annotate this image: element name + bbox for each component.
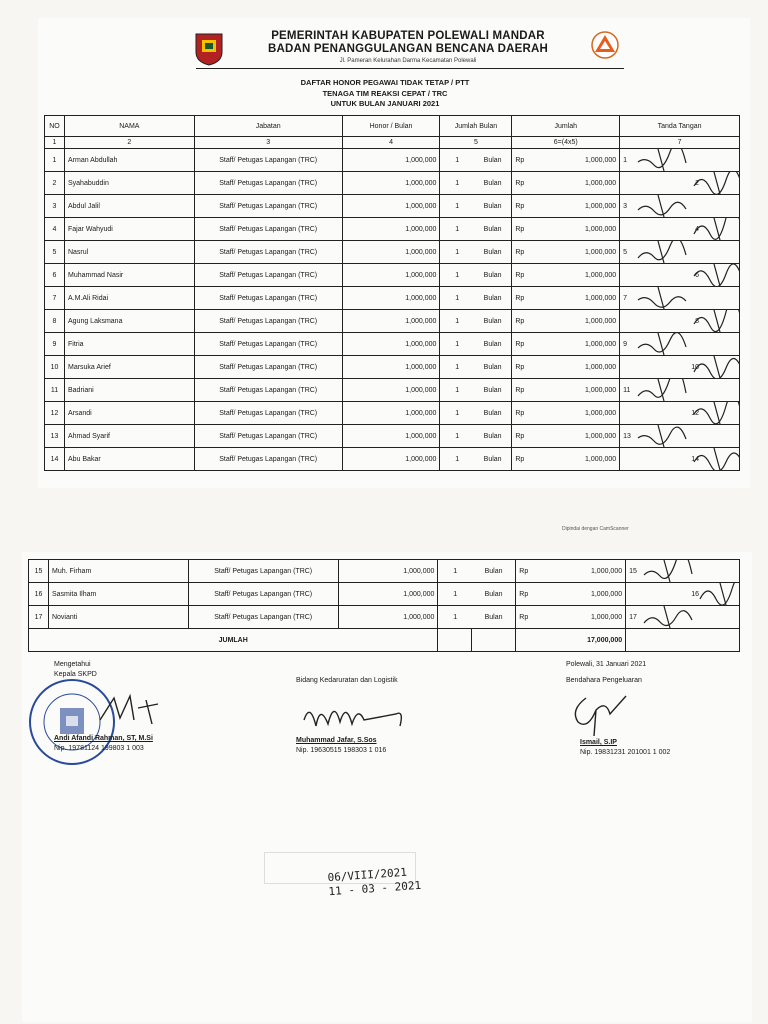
- table-row: [29, 560, 740, 583]
- row-nama: Nasrul: [64, 241, 194, 264]
- row-rp: Rp: [512, 356, 528, 379]
- row-bulan: 1: [440, 333, 474, 356]
- row-satuan: Bulan: [474, 287, 512, 310]
- row-jumlah: 1,000,000: [528, 333, 620, 356]
- row-tanda-tangan: [620, 172, 740, 195]
- row-tanda-tangan: [620, 218, 740, 241]
- handwritten-line1: 06/VIII/2021: [327, 865, 408, 885]
- row-no: 13: [45, 425, 65, 448]
- row-nama: Abdul Jalil: [64, 195, 194, 218]
- row-tanda-tangan: [626, 560, 740, 583]
- row-tanda-tangan: [620, 195, 740, 218]
- row-jumlah: 1,000,000: [528, 172, 620, 195]
- table-header-row: [45, 116, 740, 137]
- row-jumlah: 1,000,000: [528, 287, 620, 310]
- signature-number: 17: [629, 613, 637, 621]
- row-nama: Fajar Wahyudi: [64, 218, 194, 241]
- row-honor: 1,000,000: [342, 195, 440, 218]
- row-tanda-tangan: [620, 310, 740, 333]
- signature-number: 5: [623, 248, 628, 256]
- honor-table-continued: [28, 559, 740, 652]
- row-nama: Marsuka Arief: [64, 356, 194, 379]
- row-satuan: Bulan: [472, 606, 516, 629]
- row-tanda-tangan: [620, 379, 740, 402]
- total-row: [29, 629, 740, 652]
- row-satuan: Bulan: [474, 195, 512, 218]
- signature-scrawl-icon: [640, 606, 700, 629]
- row-no: 5: [45, 241, 65, 264]
- row-jabatan: Staff/ Petugas Lapangan (TRC): [188, 583, 338, 606]
- signature-scrawl-icon: [634, 425, 694, 448]
- row-jumlah: 1,000,000: [528, 241, 620, 264]
- row-tanda-tangan: [620, 425, 740, 448]
- row-satuan: Bulan: [472, 583, 516, 606]
- row-honor: 1,000,000: [342, 287, 440, 310]
- row-jumlah: 1,000,000: [536, 606, 626, 629]
- total-label: JUMLAH: [29, 629, 438, 652]
- row-rp: Rp: [512, 333, 528, 356]
- total-empty-2: [472, 629, 516, 652]
- signature-number: 3: [623, 202, 628, 210]
- row-satuan: Bulan: [474, 149, 512, 172]
- row-honor: 1,000,000: [342, 241, 440, 264]
- row-bulan: 1: [440, 218, 474, 241]
- row-honor: 1,000,000: [342, 356, 440, 379]
- row-jabatan: Staff/ Petugas Lapangan (TRC): [188, 606, 338, 629]
- row-jabatan: Staff/ Petugas Lapangan (TRC): [194, 448, 342, 471]
- table-body-continued: [29, 560, 740, 629]
- signature-scrawl-icon: [690, 310, 739, 333]
- signer-right-line1: Bendahara Pengeluaran: [566, 677, 642, 684]
- row-satuan: Bulan: [474, 310, 512, 333]
- row-honor: 1,000,000: [342, 333, 440, 356]
- colnum-3: 3: [194, 137, 342, 149]
- row-satuan: Bulan: [474, 241, 512, 264]
- row-no: 14: [45, 448, 65, 471]
- row-no: 6: [45, 264, 65, 287]
- row-satuan: Bulan: [474, 402, 512, 425]
- row-no: 10: [45, 356, 65, 379]
- row-bulan: 1: [440, 356, 474, 379]
- colnum-7: 7: [620, 137, 740, 149]
- row-rp: Rp: [512, 310, 528, 333]
- table-row: [45, 448, 740, 471]
- row-no: 12: [45, 402, 65, 425]
- header-jumlah: Jumlah: [512, 116, 620, 137]
- row-bulan: 1: [440, 402, 474, 425]
- header-jabatan: Jabatan: [194, 116, 342, 137]
- row-honor: 1,000,000: [342, 172, 440, 195]
- row-rp: Rp: [512, 379, 528, 402]
- signature-number: 7: [623, 294, 628, 302]
- signature-number: 14: [691, 455, 699, 463]
- header-jumlah-bulan: Jumlah Bulan: [440, 116, 512, 137]
- row-nama: Ahmad Syarif: [64, 425, 194, 448]
- table-row: [45, 264, 740, 287]
- row-tanda-tangan: [620, 448, 740, 471]
- regency-emblem-icon: [194, 32, 224, 66]
- row-bulan: 1: [440, 264, 474, 287]
- row-nama: Sasmita Ilham: [48, 583, 188, 606]
- row-honor: 1,000,000: [342, 379, 440, 402]
- signature-scrawl-icon: [634, 149, 694, 172]
- signature-number: 15: [629, 567, 637, 575]
- table-body: [45, 149, 740, 471]
- row-no: 9: [45, 333, 65, 356]
- row-satuan: Bulan: [474, 172, 512, 195]
- row-jabatan: Staff/ Petugas Lapangan (TRC): [194, 310, 342, 333]
- colnum-1: 1: [45, 137, 65, 149]
- signature-left-icon: [96, 690, 166, 730]
- table-row: [45, 402, 740, 425]
- row-nama: A.M.Ali Ridai: [64, 287, 194, 310]
- row-jabatan: Staff/ Petugas Lapangan (TRC): [194, 333, 342, 356]
- total-value: 17,000,000: [516, 629, 626, 652]
- row-bulan: 1: [440, 287, 474, 310]
- row-bulan: 1: [438, 583, 472, 606]
- row-honor: 1,000,000: [342, 448, 440, 471]
- header-tanda-tangan: Tanda Tangan: [620, 116, 740, 137]
- row-rp: Rp: [512, 218, 528, 241]
- row-jabatan: Staff/ Petugas Lapangan (TRC): [194, 264, 342, 287]
- row-satuan: Bulan: [474, 425, 512, 448]
- signer-left-identity: [54, 734, 153, 754]
- signer-left-line2: Kepala SKPD: [54, 671, 97, 678]
- header-no: NO: [45, 116, 65, 137]
- row-no: 11: [45, 379, 65, 402]
- signature-scrawl-icon: [634, 333, 694, 356]
- row-no: 16: [29, 583, 49, 606]
- row-nama: Arman Abdullah: [64, 149, 194, 172]
- row-bulan: 1: [440, 241, 474, 264]
- row-honor: 1,000,000: [338, 606, 438, 629]
- row-no: 3: [45, 195, 65, 218]
- signature-number: 6: [695, 271, 699, 279]
- row-rp: Rp: [512, 264, 528, 287]
- row-jumlah: 1,000,000: [528, 402, 620, 425]
- row-satuan: Bulan: [474, 448, 512, 471]
- letterhead-rule: [196, 68, 624, 69]
- letterhead-line2: BADAN PENANGGULANGAN BENCANA DAERAH: [267, 43, 549, 55]
- signature-number: 8: [695, 317, 699, 325]
- signature-scrawl-icon: [690, 218, 739, 241]
- row-honor: 1,000,000: [342, 149, 440, 172]
- scanner-note: Dipindai dengan CamScanner: [562, 526, 629, 532]
- row-jumlah: 1,000,000: [536, 560, 626, 583]
- row-tanda-tangan: [620, 402, 740, 425]
- signature-scrawl-icon: [634, 379, 694, 402]
- honor-table: [44, 115, 740, 471]
- title-line2: TENAGA TIM REAKSI CEPAT / TRC: [322, 88, 448, 98]
- row-rp: Rp: [512, 287, 528, 310]
- column-number-row: [45, 137, 740, 149]
- row-jumlah: 1,000,000: [528, 448, 620, 471]
- row-jumlah: 1,000,000: [528, 149, 620, 172]
- row-satuan: Bulan: [474, 218, 512, 241]
- signer-left-name: Andi Afandi Rahman, ST, M.Si: [54, 735, 153, 742]
- signer-middle-line1: Bidang Kedaruratan dan Logistik: [296, 677, 398, 684]
- row-satuan: Bulan: [472, 560, 516, 583]
- signature-middle-icon: [300, 696, 410, 736]
- table-row: [45, 241, 740, 264]
- row-no: 2: [45, 172, 65, 195]
- signature-number: 2: [695, 179, 699, 187]
- signature-scrawl-icon: [690, 172, 739, 195]
- table-row: [29, 583, 740, 606]
- row-rp: Rp: [512, 241, 528, 264]
- signer-middle-identity: [296, 736, 386, 756]
- signature-right-icon: [566, 690, 636, 738]
- signature-scrawl-icon: [696, 583, 739, 606]
- row-nama: Badriani: [64, 379, 194, 402]
- row-tanda-tangan: [620, 333, 740, 356]
- table-row: [45, 425, 740, 448]
- row-nama: Syahabuddin: [64, 172, 194, 195]
- colnum-6: 6=(4x5): [512, 137, 620, 149]
- signer-middle: [296, 676, 398, 686]
- row-jumlah: 1,000,000: [536, 583, 626, 606]
- table-row: [45, 379, 740, 402]
- row-bulan: 1: [438, 606, 472, 629]
- row-rp: Rp: [516, 583, 536, 606]
- table-row: [45, 333, 740, 356]
- colnum-5: 5: [440, 137, 512, 149]
- signature-number: 9: [623, 340, 628, 348]
- row-satuan: Bulan: [474, 264, 512, 287]
- row-nama: Muhammad Nasir: [64, 264, 194, 287]
- signature-scrawl-icon: [690, 264, 739, 287]
- signer-left: [54, 660, 97, 680]
- signature-number: 1: [623, 156, 628, 164]
- letterhead-line1: PEMERINTAH KABUPATEN POLEWALI MANDAR: [271, 30, 545, 42]
- row-jumlah: 1,000,000: [528, 356, 620, 379]
- row-rp: Rp: [516, 560, 536, 583]
- table-row: [45, 287, 740, 310]
- row-honor: 1,000,000: [342, 310, 440, 333]
- table-row: [45, 149, 740, 172]
- signer-right-name: Ismail, S.IP: [580, 739, 617, 746]
- title-line1: DAFTAR HONOR PEGAWAI TIDAK TETAP / PTT: [300, 78, 470, 87]
- row-honor: 1,000,000: [338, 560, 438, 583]
- row-honor: 1,000,000: [342, 218, 440, 241]
- row-bulan: 1: [438, 560, 472, 583]
- row-jumlah: 1,000,000: [528, 195, 620, 218]
- signature-scrawl-icon: [690, 356, 739, 379]
- row-rp: Rp: [512, 195, 528, 218]
- row-jabatan: Staff/ Petugas Lapangan (TRC): [194, 425, 342, 448]
- row-jabatan: Staff/ Petugas Lapangan (TRC): [194, 379, 342, 402]
- row-jabatan: Staff/ Petugas Lapangan (TRC): [188, 560, 338, 583]
- row-rp: Rp: [512, 402, 528, 425]
- signer-right: [566, 660, 646, 686]
- row-jumlah: 1,000,000: [528, 310, 620, 333]
- row-satuan: Bulan: [474, 379, 512, 402]
- signer-right-identity: [580, 738, 670, 758]
- total-empty-3: [626, 629, 740, 652]
- signature-number: 16: [691, 590, 699, 598]
- row-jabatan: Staff/ Petugas Lapangan (TRC): [194, 287, 342, 310]
- table-row: [45, 310, 740, 333]
- letterhead-address: Jl. Pameran Kelurahan Darma Kecamatan Polewali: [339, 58, 477, 64]
- row-bulan: 1: [440, 149, 474, 172]
- document-title: [220, 78, 550, 110]
- row-bulan: 1: [440, 379, 474, 402]
- row-no: 7: [45, 287, 65, 310]
- table-row: [45, 172, 740, 195]
- row-jumlah: 1,000,000: [528, 379, 620, 402]
- signer-left-line1: Mengetahui: [54, 661, 91, 668]
- row-bulan: 1: [440, 425, 474, 448]
- row-honor: 1,000,000: [342, 264, 440, 287]
- row-jabatan: Staff/ Petugas Lapangan (TRC): [194, 402, 342, 425]
- row-satuan: Bulan: [474, 333, 512, 356]
- row-jabatan: Staff/ Petugas Lapangan (TRC): [194, 149, 342, 172]
- row-bulan: 1: [440, 195, 474, 218]
- header-honor: Honor / Bulan: [342, 116, 440, 137]
- signature-number: 13: [623, 432, 631, 440]
- row-no: 8: [45, 310, 65, 333]
- total-empty-1: [438, 629, 472, 652]
- row-jumlah: 1,000,000: [528, 218, 620, 241]
- signature-number: 10: [691, 363, 699, 371]
- signature-number: 12: [691, 409, 699, 417]
- colnum-2: 2: [64, 137, 194, 149]
- row-honor: 1,000,000: [338, 583, 438, 606]
- header-nama: NAMA: [64, 116, 194, 137]
- row-no: 1: [45, 149, 65, 172]
- row-nama: Agung Laksmana: [64, 310, 194, 333]
- signature-scrawl-icon: [690, 448, 739, 471]
- signature-number: 4: [695, 225, 699, 233]
- signature-scrawl-icon: [690, 402, 739, 425]
- handwritten-line2: 11 - 03 - 2021: [328, 878, 422, 899]
- row-tanda-tangan: [620, 356, 740, 379]
- row-rp: Rp: [512, 149, 528, 172]
- row-tanda-tangan: [626, 606, 740, 629]
- row-nama: Muh. Firham: [48, 560, 188, 583]
- row-tanda-tangan: [620, 149, 740, 172]
- row-jabatan: Staff/ Petugas Lapangan (TRC): [194, 218, 342, 241]
- row-jabatan: Staff/ Petugas Lapangan (TRC): [194, 356, 342, 379]
- row-honor: 1,000,000: [342, 402, 440, 425]
- signer-middle-nip: Nip. 19630515 198303 1 016: [296, 747, 387, 754]
- row-nama: Fitria: [64, 333, 194, 356]
- row-rp: Rp: [516, 606, 536, 629]
- row-bulan: 1: [440, 172, 474, 195]
- row-tanda-tangan: [626, 583, 740, 606]
- row-rp: Rp: [512, 172, 528, 195]
- signer-middle-name: Muhammad Jafar, S.Sos: [296, 737, 377, 744]
- colnum-4: 4: [342, 137, 440, 149]
- row-tanda-tangan: [620, 287, 740, 310]
- row-jabatan: Staff/ Petugas Lapangan (TRC): [194, 241, 342, 264]
- row-nama: Abu Bakar: [64, 448, 194, 471]
- row-nama: Novianti: [48, 606, 188, 629]
- bpbd-triangle-icon: [590, 30, 620, 60]
- row-jabatan: Staff/ Petugas Lapangan (TRC): [194, 195, 342, 218]
- row-no: 15: [29, 560, 49, 583]
- row-jumlah: 1,000,000: [528, 425, 620, 448]
- row-bulan: 1: [440, 448, 474, 471]
- signature-number: 11: [623, 386, 631, 394]
- row-bulan: 1: [440, 310, 474, 333]
- signature-scrawl-icon: [634, 241, 694, 264]
- row-nama: Arsandi: [64, 402, 194, 425]
- row-jumlah: 1,000,000: [528, 264, 620, 287]
- row-rp: Rp: [512, 448, 528, 471]
- signer-left-nip: Nip. 19781124 199803 1 003: [54, 745, 144, 752]
- title-line3: UNTUK BULAN JANUARI 2021: [330, 99, 440, 108]
- signature-scrawl-icon: [640, 560, 700, 583]
- signer-right-date: Polewali, 31 Januari 2021: [566, 661, 647, 668]
- row-tanda-tangan: [620, 241, 740, 264]
- table-row: [29, 606, 740, 629]
- table-row: [45, 218, 740, 241]
- row-no: 4: [45, 218, 65, 241]
- signature-scrawl-icon: [634, 287, 694, 310]
- row-tanda-tangan: [620, 264, 740, 287]
- signature-scrawl-icon: [634, 195, 694, 218]
- letterhead: [230, 30, 586, 64]
- row-satuan: Bulan: [474, 356, 512, 379]
- row-rp: Rp: [512, 425, 528, 448]
- table-row: [45, 195, 740, 218]
- row-jabatan: Staff/ Petugas Lapangan (TRC): [194, 172, 342, 195]
- row-no: 17: [29, 606, 49, 629]
- row-honor: 1,000,000: [342, 425, 440, 448]
- table-row: [45, 356, 740, 379]
- signer-right-nip: Nip. 19831231 201001 1 002: [580, 749, 671, 756]
